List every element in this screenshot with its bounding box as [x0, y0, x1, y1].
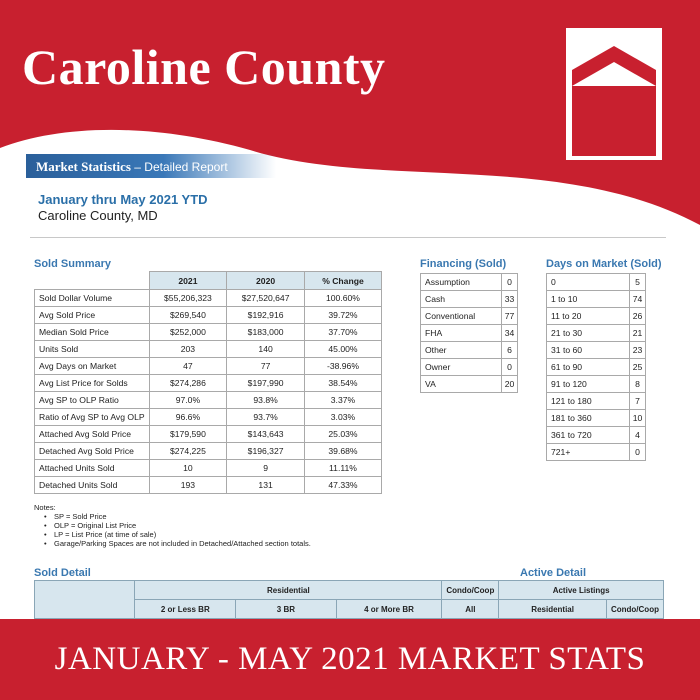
table-row	[421, 342, 518, 359]
active-detail-title: Active Detail	[520, 567, 587, 579]
row-label: 361 to 720	[547, 427, 630, 444]
sold-summary-table	[34, 271, 382, 494]
sub-header: Condo/Coop	[606, 600, 663, 619]
sub-header: All	[442, 600, 499, 619]
cell-value: 25.03%	[304, 426, 381, 443]
cell-value: -38.96%	[304, 358, 381, 375]
row-label: Detached Avg Sold Price	[35, 443, 150, 460]
row-label: FHA	[421, 325, 502, 342]
report-location: Caroline County, MD	[38, 208, 158, 223]
cell-value: $27,520,647	[227, 290, 305, 307]
note-item: • LP = List Price (at time of sale)	[44, 530, 311, 539]
row-label: 721+	[547, 444, 630, 461]
cell-value: 23	[630, 342, 646, 359]
cell-value: $274,225	[149, 443, 227, 460]
financing-table	[420, 273, 518, 393]
row-label: Avg Days on Market	[35, 358, 150, 375]
header-blank	[35, 272, 150, 290]
cell-value: 6	[502, 342, 518, 359]
cell-value: $179,590	[149, 426, 227, 443]
table-row	[421, 325, 518, 342]
row-label: VA	[421, 376, 502, 393]
days-on-market-title: Days on Market (Sold)	[546, 258, 662, 270]
cell-value: 4	[630, 427, 646, 444]
row-label: 31 to 60	[547, 342, 630, 359]
sub-header: 4 or More BR	[336, 600, 442, 619]
row-label: Units Sold	[35, 341, 150, 358]
cell-value: 9	[227, 460, 305, 477]
house-icon	[566, 28, 662, 160]
cell-value: 26	[630, 308, 646, 325]
table-row	[35, 443, 382, 460]
sold-summary-body	[35, 290, 382, 494]
footer-banner	[0, 619, 700, 700]
row-label: Median Sold Price	[35, 324, 150, 341]
row-label: 181 to 360	[547, 410, 630, 427]
cell-value: $183,000	[227, 324, 305, 341]
table-row	[547, 291, 646, 308]
row-label: Detached Units Sold	[35, 477, 150, 494]
table-row	[35, 290, 382, 307]
cell-value: 25	[630, 359, 646, 376]
table-row	[547, 325, 646, 342]
cell-value: 3.37%	[304, 392, 381, 409]
table-row	[547, 410, 646, 427]
table-row	[547, 359, 646, 376]
column-header: % Change	[304, 272, 381, 290]
column-header: 2021	[149, 272, 227, 290]
divider	[30, 237, 666, 238]
sub-header: 3 BR	[236, 600, 337, 619]
cell-value: 3.03%	[304, 409, 381, 426]
cell-value: 38.54%	[304, 375, 381, 392]
cell-value: 33	[502, 291, 518, 308]
cell-value: 96.6%	[149, 409, 227, 426]
row-label: 1 to 10	[547, 291, 630, 308]
row-label: Owner	[421, 359, 502, 376]
cell-value: 10	[630, 410, 646, 427]
row-label: Other	[421, 342, 502, 359]
table-row	[547, 274, 646, 291]
table-row	[35, 409, 382, 426]
financing-body	[421, 274, 518, 393]
cell-value: 39.68%	[304, 443, 381, 460]
cell-value: 131	[227, 477, 305, 494]
cell-value: 11.11%	[304, 460, 381, 477]
cell-value: $197,990	[227, 375, 305, 392]
days-on-market-table	[546, 273, 646, 461]
cell-value: 193	[149, 477, 227, 494]
table-row	[35, 375, 382, 392]
table-row	[547, 376, 646, 393]
cell-value: 45.00%	[304, 341, 381, 358]
cell-value: $269,540	[149, 307, 227, 324]
cell-value: 100.60%	[304, 290, 381, 307]
sub-header: 2 or Less BR	[135, 600, 236, 619]
row-label: Avg SP to OLP Ratio	[35, 392, 150, 409]
report-banner	[26, 154, 276, 178]
cell-value: $143,643	[227, 426, 305, 443]
table-row	[35, 307, 382, 324]
table-row	[421, 308, 518, 325]
cell-value: 47	[149, 358, 227, 375]
sold-detail-title: Sold Detail	[34, 567, 91, 579]
days-on-market-body	[547, 274, 646, 461]
sold-summary-title: Sold Summary	[34, 258, 112, 270]
table-row	[421, 376, 518, 393]
cell-value: 47.33%	[304, 477, 381, 494]
cell-value: $274,286	[149, 375, 227, 392]
table-row	[421, 291, 518, 308]
table-row	[35, 358, 382, 375]
cell-value: 34	[502, 325, 518, 342]
financing-title: Financing (Sold)	[420, 258, 507, 270]
notes	[34, 503, 311, 548]
table-row	[35, 324, 382, 341]
note-item: • SP = Sold Price	[44, 512, 311, 521]
table-row	[547, 342, 646, 359]
row-label: Sold Dollar Volume	[35, 290, 150, 307]
condo-coop-header: Condo/Coop	[442, 581, 499, 600]
cell-value: 140	[227, 341, 305, 358]
banner-subtitle: – Detailed Report	[130, 160, 228, 174]
table-row	[35, 477, 382, 494]
page-title: Caroline County	[22, 39, 386, 95]
banner-title: Market Statistics	[36, 159, 131, 174]
table-row	[35, 392, 382, 409]
residential-header: Residential	[135, 581, 442, 600]
cell-value: 21	[630, 325, 646, 342]
column-header: 2020	[227, 272, 305, 290]
cell-value: 97.0%	[149, 392, 227, 409]
table-row	[547, 444, 646, 461]
row-label: 121 to 180	[547, 393, 630, 410]
table-row	[547, 393, 646, 410]
row-label: Avg Sold Price	[35, 307, 150, 324]
row-label: Cash	[421, 291, 502, 308]
table-row	[35, 460, 382, 477]
cell-value: $192,916	[227, 307, 305, 324]
row-label: Conventional	[421, 308, 502, 325]
row-label: 11 to 20	[547, 308, 630, 325]
cell-value: 20	[502, 376, 518, 393]
row-label: 21 to 30	[547, 325, 630, 342]
table-row	[35, 426, 382, 443]
cell-value: 74	[630, 291, 646, 308]
table-row	[547, 427, 646, 444]
report-period: January thru May 2021 YTD	[38, 192, 208, 207]
cell-value: $196,327	[227, 443, 305, 460]
table-row	[421, 274, 518, 291]
cell-value: 0	[502, 359, 518, 376]
cell-value: 77	[227, 358, 305, 375]
cell-value: 10	[149, 460, 227, 477]
cell-value: 0	[630, 444, 646, 461]
detail-blank-cell	[35, 581, 135, 619]
cell-value: $55,206,323	[149, 290, 227, 307]
cell-value: 7	[630, 393, 646, 410]
active-listings-header: Active Listings	[499, 581, 664, 600]
row-label: 0	[547, 274, 630, 291]
note-item: • Garage/Parking Spaces are not included in Detached/Attached section totals.	[44, 539, 311, 548]
cell-value: 8	[630, 376, 646, 393]
cell-value: 5	[630, 274, 646, 291]
house-logo	[566, 28, 662, 160]
row-label: Avg List Price for Solds	[35, 375, 150, 392]
cell-value: 203	[149, 341, 227, 358]
table-row	[35, 341, 382, 358]
sold-detail-table	[34, 580, 664, 619]
cell-value: 77	[502, 308, 518, 325]
row-label: Assumption	[421, 274, 502, 291]
cell-value: 37.70%	[304, 324, 381, 341]
cell-value: $252,000	[149, 324, 227, 341]
row-label: 61 to 90	[547, 359, 630, 376]
sub-header: Residential	[499, 600, 607, 619]
cell-value: 93.8%	[227, 392, 305, 409]
footer-text: JANUARY - MAY 2021 MARKET STATS	[54, 641, 646, 677]
cell-value: 39.72%	[304, 307, 381, 324]
row-label: 91 to 120	[547, 376, 630, 393]
row-label: Ratio of Avg SP to Avg OLP	[35, 409, 150, 426]
row-label: Attached Units Sold	[35, 460, 150, 477]
table-row	[421, 359, 518, 376]
table-row	[547, 308, 646, 325]
notes-heading: Notes:	[34, 503, 56, 512]
cell-value: 93.7%	[227, 409, 305, 426]
row-label: Attached Avg Sold Price	[35, 426, 150, 443]
note-item: • OLP = Original List Price	[44, 521, 311, 530]
cell-value: 0	[502, 274, 518, 291]
